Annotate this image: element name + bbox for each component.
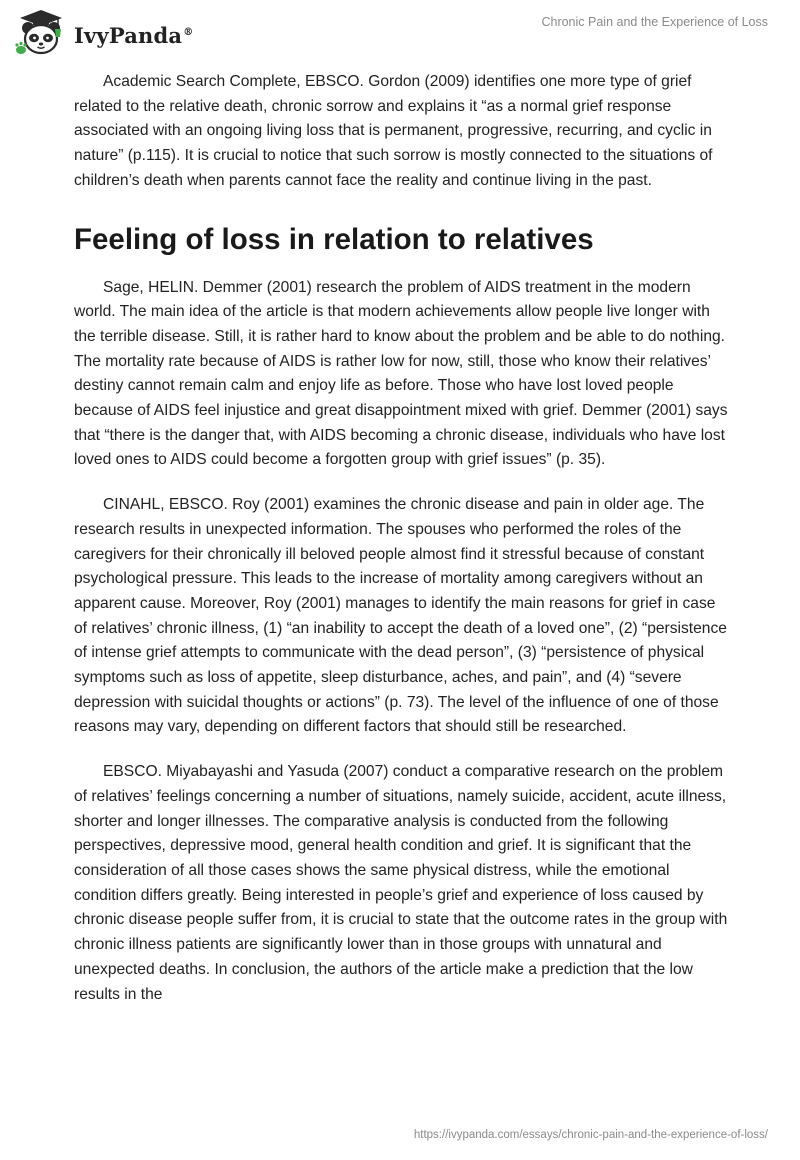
registered-mark: ® [183, 26, 194, 38]
panda-graduate-logo-icon [14, 8, 68, 58]
page-header [0, 0, 800, 62]
brand-name [74, 23, 193, 48]
document-title: Chronic Pain and the Experience of Loss [541, 15, 768, 29]
brand-logo[interactable] [14, 8, 193, 58]
paragraph-demmer: Sage, HELIN. Demmer (2001) research the problem of AIDS treatment in the modern world. The main idea of the article is that modern achievements allow people live longer with the terrible disease. Still, it is rather hard to know about the problem and be able to do nothing. The mortality rate because of AIDS is rather low for now, still, those who know their relatives’ destiny cannot remain calm and enjoy life as before. Those who have lost loved people because of AIDS feel injustice and great disappointment mixed with grief. Demmer (2001) says that “there is the danger that, with AIDS becoming a chronic disease, individuals who have lost loved ones to AIDS could become a forgotten group with grief issues” (p. 35). [74, 278, 728, 469]
paragraph-miyabayashi: EBSCO. Miyabayashi and Yasuda (2007) conduct a comparative research on the problem of relatives’ feelings concerning a number of situations, namely suicide, accident, acute illness, shorter and longer illnesses. The comparative analysis is conducted from the following perspectives, depressive mood, general health condition and grief. It is significant that the consideration of all those cases shows the same physical distress, while the emotional condition differs greatly. Being interested in people’s grief and experience of loss caused by chronic disease people suffer from, it is crucial to state that the outcome rates in the group with chronic illness patients are significantly lower than in those groups with unnatural and unexpected deaths. In conclusion, the authors of the article make a prediction that the low results in the [74, 763, 728, 1003]
source-url[interactable]: https://ivypanda.com/essays/chronic-pain-and-the-experience-of-loss/ [413, 1129, 768, 1141]
paragraph-gordon: Academic Search Complete, EBSCO. Gordon (2009) identifies one more type of grief related to the relative death, chronic sorrow and explains it “as a normal grief response associated with an ongoing living loss that is permanent, progressive, recurring, and cyclic in nature” (p.115). It is crucial to notice that such sorrow is mostly connected to the situations of children’s death when parents cannot face the reality and continue living in the past. [74, 73, 713, 189]
paragraph-roy: CINAHL, EBSCO. Roy (2001) examines the chronic disease and pain in older age. The research results in unexpected information. The spouses who performed the roles of the caregivers for their chronically ill beloved people almost find it stressful because of constant psychological pressure. This leads to the increase of mortality among caregivers without an apparent cause. Moreover, Roy (2001) manages to identify the main reasons for grief in case of relatives’ chronic illness, (1) “an inability to accept the death of a loved one”, (2) “persistence of intense grief attempts to communicate with the dead person”, (3) “persistence of physical symptoms such as loss of appetite, sleep disturbance, aches, and pain”, and (4) “severe depression with suicidal thoughts or actions” (p. 73). The level of the influence of one of those reasons may vary, depending on different factors that should still be researched. [74, 496, 727, 736]
essay-content [74, 70, 730, 1027]
brand-name-text: IvyPanda [74, 22, 183, 48]
section-heading: Feeling of loss in relation to relatives [74, 222, 594, 256]
